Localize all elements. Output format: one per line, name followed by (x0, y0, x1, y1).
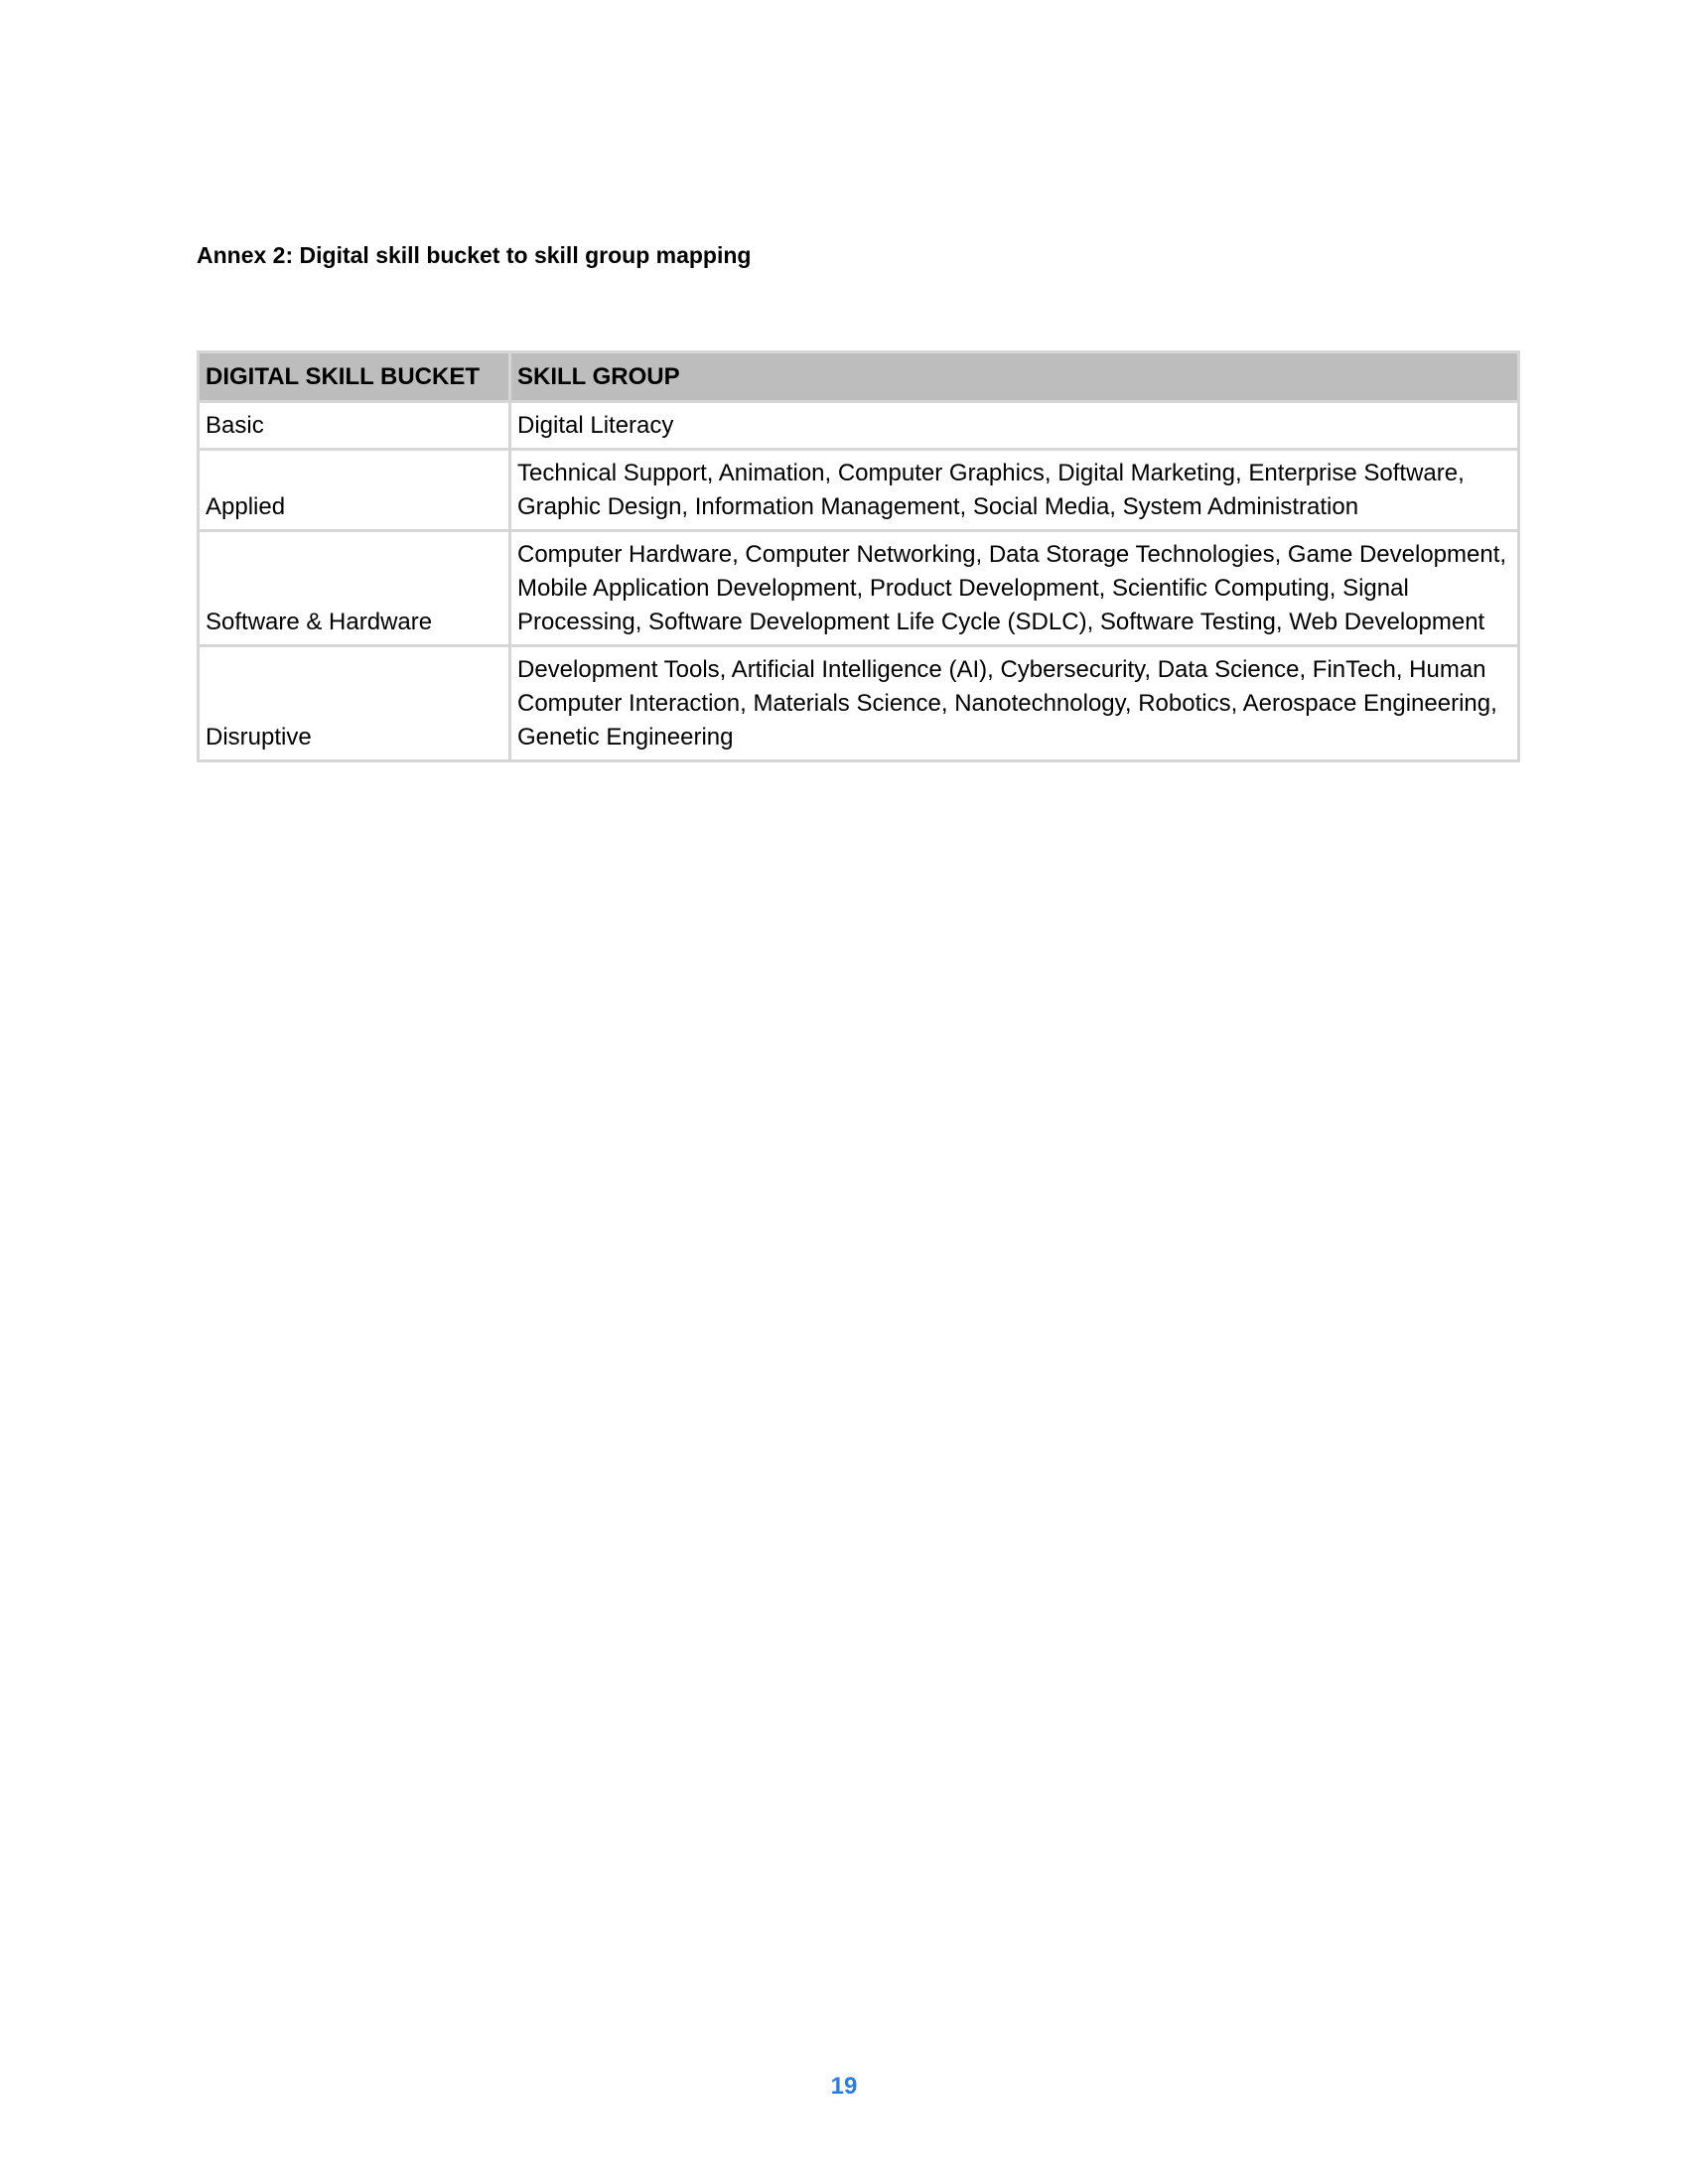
table-header-row (199, 352, 1519, 402)
table-row (199, 646, 1519, 761)
bucket-cell: Disruptive (199, 646, 510, 761)
bucket-cell: Applied (199, 450, 510, 531)
skill-group-cell: Development Tools, Artificial Intelligence (AI), Cybersecurity, Data Science, FinTech, Human Computer Interaction, Materials Science, Nanotechnology, Robotics, Aerospace Engineering, Genetic Engineering (510, 646, 1519, 761)
column-header-skill-group: SKILL GROUP (510, 352, 1519, 402)
bucket-cell: Basic (199, 402, 510, 450)
page-number: 19 (830, 2073, 858, 2100)
bucket-cell: Software & Hardware (199, 531, 510, 646)
table-row (199, 402, 1519, 450)
skill-mapping-table (197, 350, 1520, 762)
table-row (199, 531, 1519, 646)
column-header-bucket: DIGITAL SKILL BUCKET (199, 352, 510, 402)
skill-group-cell: Digital Literacy (510, 402, 1519, 450)
annex-heading: Annex 2: Digital skill bucket to skill group mapping (197, 242, 752, 268)
skill-group-cell: Technical Support, Animation, Computer Graphics, Digital Marketing, Enterprise Software, Graphic Design, Information Management, Social Media, System Administration (510, 450, 1519, 531)
skill-group-cell: Computer Hardware, Computer Networking, Data Storage Technologies, Game Development, Mobile Application Development, Product Development, Scientific Computing, Signal Processing, Software Development Life Cycle (SDLC), Software Testing, Web Development (510, 531, 1519, 646)
table-row (199, 450, 1519, 531)
